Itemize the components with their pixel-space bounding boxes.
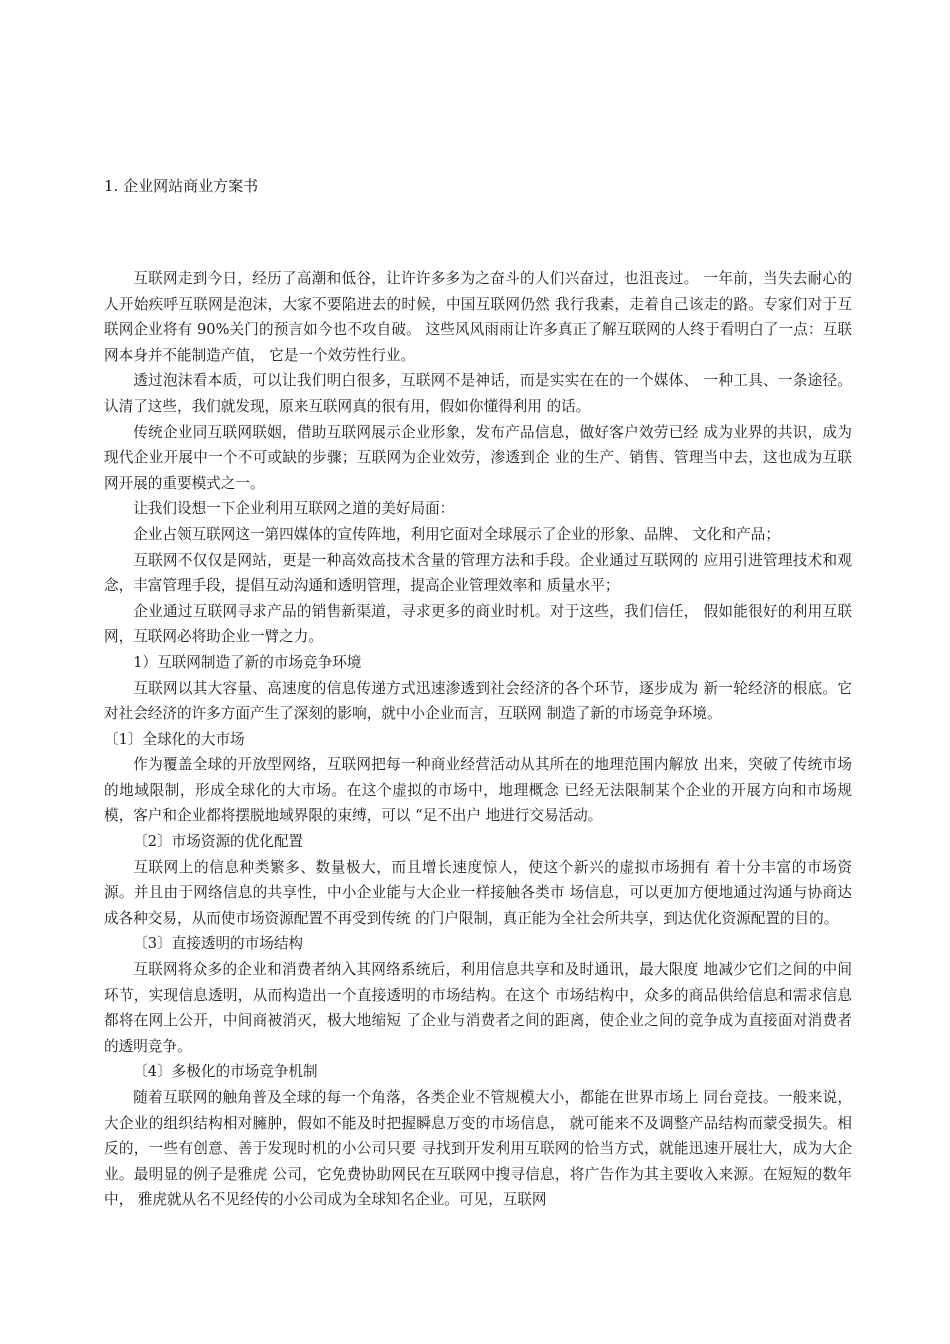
- paragraph: 透过泡沫看本质，可以让我们明白很多，互联网不是神话，而是实实在在的一个媒体、 一种工具、一条途径。认清了这些，我们就发现，原来互联网真的很有用，假如你懂得利用 的话。: [104, 372, 852, 415]
- document-title: 1. 企业网站商业方案书: [104, 177, 259, 195]
- paragraph: 互联网不仅仅是网站，更是一种高效高技术含量的管理方法和手段。企业通过互联网的 应用引进管理技术和观念，丰富管理手段，提倡互动沟通和透明管理，提高企业管理效率和 质量水平；: [104, 551, 852, 595]
- paragraph: 企业通过互联网寻求产品的销售新渠道，寻求更多的商业时机。对于这些，我们信任， 假如能很好的利用互联网，互联网必将助企业一臂之力。: [104, 602, 852, 646]
- paragraph: 互联网走到今日，经历了高潮和低谷，让许许多多为之奋斗的人们兴奋过，也沮丧过。 一年前，当失去耐心的人开始疾呼互联网是泡沫，大家不要陷进去的时候，中国互联网仍然 我行我素，走着自己该走的路。专家们对于互联网企业将有 90%关门的预言如今也不攻自破。 这些风风雨雨让许多真正了解互联网的人终于看明白了一点：互联网本身并不能制造产值， 它是一个效劳性行业。: [104, 270, 852, 364]
- paragraph: 让我们设想一下企业利用互联网之道的美好局面：: [133, 500, 455, 518]
- paragraph: 互联网以其大容量、高速度的信息传递方式迅速渗透到社会经济的各个环节，逐步成为 新一轮经济的根底。它对社会经济的许多方面产生了深刻的影响，就中小企业而言，互联网 制造了新的市场竞争环境。: [104, 679, 852, 723]
- document-body: [104, 266, 852, 1213]
- paragraph: 互联网上的信息种类繁多、数量极大，而且增长速度惊人，使这个新兴的虚拟市场拥有 着十分丰富的市场资源。并且由于网络信息的共享性，中小企业能与大企业一样接触各类市 场信息，可以更加方便地通过沟通与协商达成各种交易，从而使市场资源配置不再受到传统 的门户限制，真正能为全社会所共享，到达优化资源配置的目的。: [104, 858, 852, 927]
- paragraph: 作为覆盖全球的开放型网络，互联网把每一种商业经营活动从其所在的地理范围内解放 出来，突破了传统市场的地域限制，形成全球化的大市场。在这个虚拟的市场中，地理概念 已经无法限制某个企业的开展方向和市场规模，客户和企业都将摆脱地域界限的束缚，可以 “足不出户 地进行交易活动。: [104, 756, 852, 825]
- subsection-heading: 〔2〕市场资源的优化配置: [133, 833, 304, 851]
- paragraph: 互联网将众多的企业和消费者纳入其网络系统后，利用信息共享和及时通讯，最大限度 地减少它们之间的中间环节，实现信息透明，从而构造出一个直接透明的市场结构。在这个 市场结构中，众多的商品供给信息和需求信息都将在网上公开，中间商被消灭，极大地缩短 了企业与消费者之间的距离，使企业之间的竞争成为直接面对消费者的透明竞争。: [104, 961, 852, 1055]
- section-heading: 1）互联网制造了新的市场竞争环境: [133, 653, 362, 671]
- subsection-heading: 〔4〕多极化的市场竞争机制: [133, 1063, 318, 1081]
- paragraph: 传统企业同互联网联姻，借助互联网展示企业形象，发布产品信息，做好客户效劳已经 成为业界的共识，成为现代企业开展中一个不可或缺的步骤；互联网为企业效劳，渗透到企 业的生产、销售、管理当中去，这也成为互联网开展的重要模式之一。: [104, 423, 852, 492]
- paragraph: 企业占领互联网这一第四媒体的宣传阵地，利用它面对全球展示了企业的形象、品牌、 文化和产品；: [133, 525, 780, 543]
- subsection-heading: 〔3〕直接透明的市场结构: [133, 935, 304, 953]
- paragraph: 随着互联网的触角普及全球的每一个角落，各类企业不管规模大小，都能在世界市场上 同台竞技。一般来说，大企业的组织结构相对臃肿，假如不能及时把握瞬息万变的市场信息， 就可能来不及调整产品结构而蒙受损失。相反的，一些有创意、善于发现时机的小公司只要 寻找到开发利用互联网的恰当方式，就能迅速开展壮大，成为大企业。最明显的例子是雅虎 公司，它免费协助网民在互联网中搜寻信息，将广告作为其主要收入来源。在短短的数年中， 雅虎就从名不见经传的小公司成为全球知名企业。可见，互联网: [104, 1089, 852, 1209]
- subsection-heading: 〔1〕全球化的大市场: [104, 730, 245, 748]
